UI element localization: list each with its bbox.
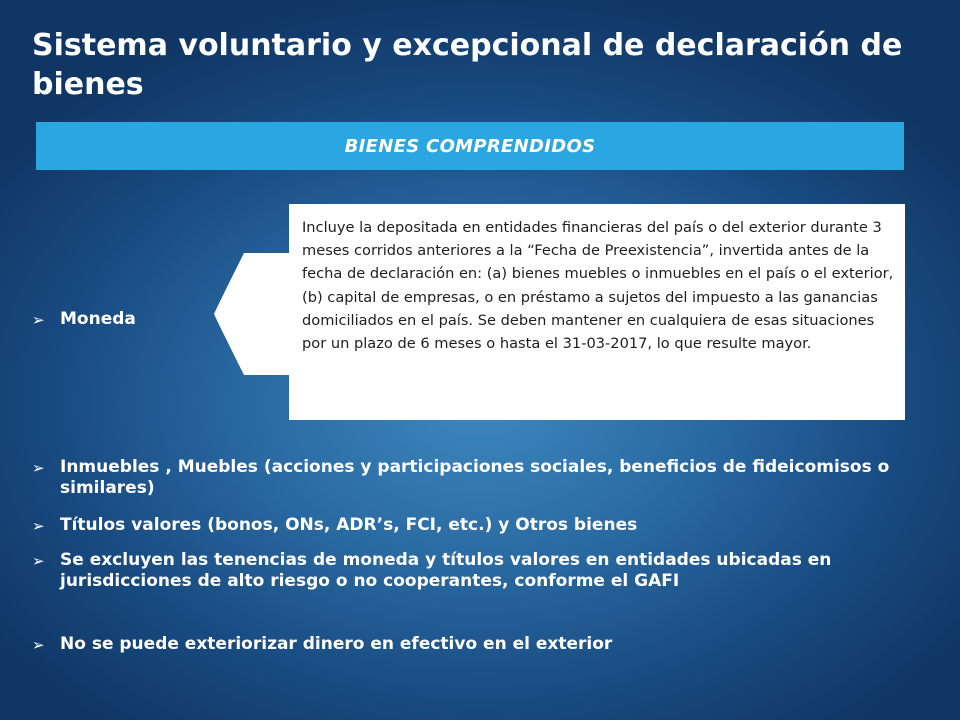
list-item-text: Títulos valores (bonos, ONs, ADR’s, FCI, etc.) y Otros bienes	[60, 515, 638, 535]
callout-box	[289, 204, 905, 420]
slide-title: Sistema voluntario y excepcional de declaración de bienes	[32, 28, 903, 102]
list-item	[32, 515, 912, 537]
list-item-text: Moneda	[60, 309, 136, 329]
list-item-text: Se excluyen las tenencias de moneda y títulos valores en entidades ubicadas en jurisdicciones de alto riesgo o no cooperantes, conforme el GAFI	[60, 550, 832, 591]
bullet-arrow-icon: ➢	[32, 311, 45, 329]
list-item	[32, 634, 912, 656]
list-item	[32, 550, 912, 592]
bullet-arrow-icon: ➢	[32, 552, 45, 570]
section-banner-label: BIENES COMPRENDIDOS	[344, 135, 596, 157]
list-item-text: No se puede exteriorizar dinero en efectivo en el exterior	[60, 634, 613, 654]
list-item	[32, 457, 912, 499]
bullet-arrow-icon: ➢	[32, 517, 45, 535]
bullet-arrow-icon: ➢	[32, 636, 45, 654]
list-item	[32, 309, 332, 331]
list-item-text: Inmuebles , Muebles (acciones y participaciones sociales, beneficios de fideicomisos o similares)	[60, 457, 890, 498]
callout-text: Incluye la depositada en entidades financieras del país o del exterior durante 3 meses corridos anteriores a la “Fecha de Preexistencia”, invertida antes de la fecha de declaración en: (a) bienes muebles o inmuebles en el país o el exterior, (b) capital de empresas, o en préstamo a sujetos del impuesto a las ganancias domiciliados en el país. Se deben mantener en cualquiera de esas situaciones por un plazo de 6 meses o hasta el 31-03-2017, lo que resulte mayor.	[302, 219, 894, 353]
section-banner	[36, 122, 904, 170]
bullet-arrow-icon: ➢	[32, 459, 45, 477]
